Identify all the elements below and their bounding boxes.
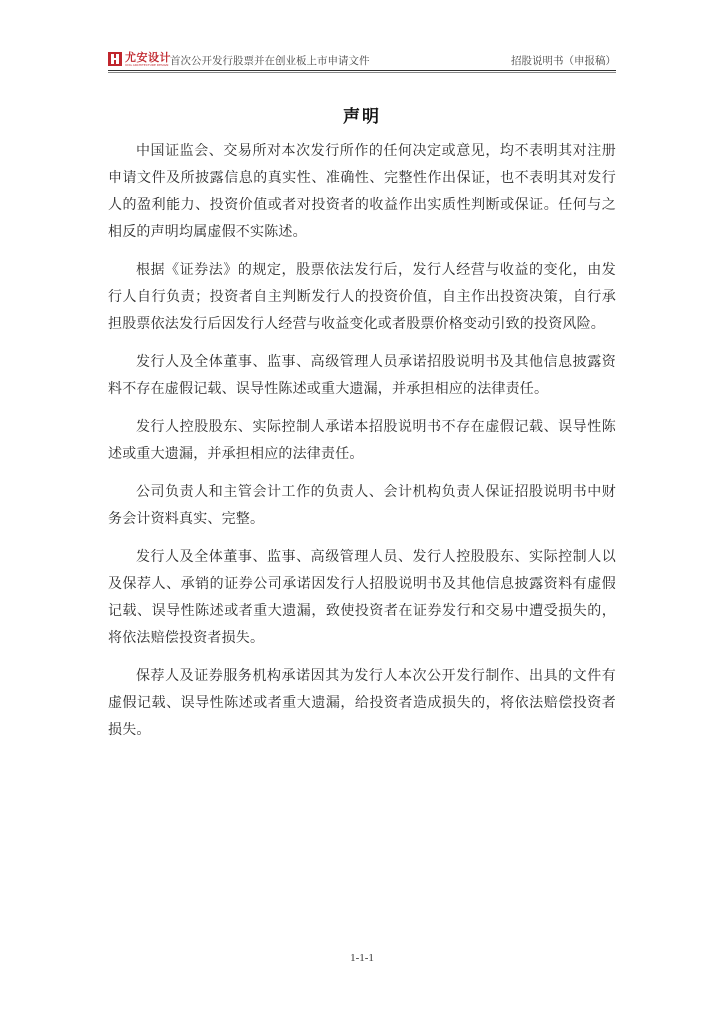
page-number: 1-1-1 [350, 952, 374, 964]
paragraph: 中国证监会、交易所对本次发行所作的任何决定或意见，均不表明其对注册申请文件及所披露信息的真实性、准确性、完整性作出保证，也不表明其对发行人的盈利能力、投资价值或者对投资者的收益作出实质性判断或保证。任何与之相反的声明均属虚假不实陈述。 [108, 143, 616, 240]
paragraph: 发行人及全体董事、监事、高级管理人员承诺招股说明书及其他信息披露资料不存在虚假记载、误导性陈述或重大遗漏，并承担相应的法律责任。 [108, 354, 616, 397]
header-divider [108, 72, 616, 73]
header-document-type: 招股说明书（申报稿） [511, 55, 616, 67]
paragraph: 公司负责人和主管会计工作的负责人、会计机构负责人保证招股说明书中财务会计资料真实、完整。 [108, 484, 616, 527]
company-logo [108, 51, 171, 67]
page-title: 声明 [343, 107, 381, 127]
paragraph: 根据《证券法》的规定，股票依法发行后，发行人经营与收益的变化，由发行人自行负责；投资者自主判断发行人的投资价值，自主作出投资决策，自行承担股票依法发行后因发行人经营与收益变化或者股票价格变动引致的投资风险。 [108, 262, 616, 332]
paragraph: 保荐人及证券服务机构承诺因其为发行人本次公开发行制作、出具的文件有虚假记载、误导性陈述或者重大遗漏，给投资者造成损失的，将依法赔偿投资者损失。 [108, 668, 616, 738]
declaration-body [108, 138, 616, 755]
logo-text-en: UDG ARCHITECTURE DESIGN [125, 62, 169, 67]
page-header [108, 48, 616, 71]
paragraph: 发行人控股股东、实际控制人承诺本招股说明书不存在虚假记载、误导性陈述或重大遗漏，并承担相应的法律责任。 [108, 419, 616, 462]
logo-mark-icon [108, 52, 122, 66]
logo-text-cn: 尤安设计 [125, 50, 171, 64]
paragraph: 发行人及全体董事、监事、高级管理人员、发行人控股股东、实际控制人以及保荐人、承销的证券公司承诺因发行人招股说明书及其他信息披露资料有虚假记载、误导性陈述或者重大遗漏，致使投资者在证券发行和交易中遭受损失的，将依法赔偿投资者损失。 [108, 549, 616, 646]
header-document-title: 首次公开发行股票并在创业板上市申请文件 [170, 55, 370, 67]
